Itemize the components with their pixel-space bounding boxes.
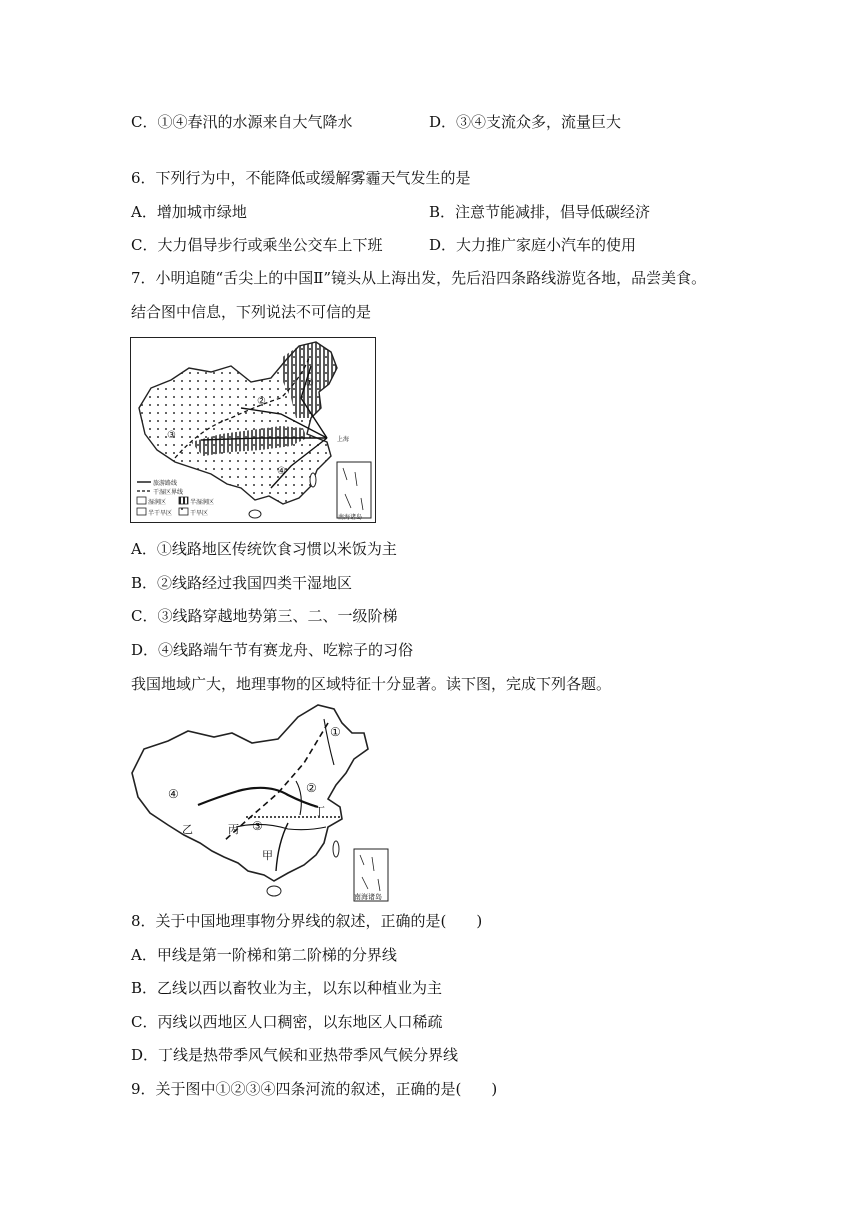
q6-option-b: B．注意节能减排，倡导低碳经济 — [429, 203, 651, 221]
q7-stem-line2: 结合图中信息，下列说法不可信的是 — [131, 303, 372, 321]
q8-option-d: D．丁线是热带季风气候和亚热带季风气候分界线 — [131, 1046, 459, 1064]
q8-option-a: A．甲线是第一阶梯和第二阶梯的分界线 — [131, 946, 397, 964]
legend-humid: 湿润区 — [148, 499, 167, 506]
q7-option-a: A．①线路地区传统饮食习惯以米饭为主 — [131, 540, 397, 558]
legend-semi-humid: 半湿润区 — [190, 499, 215, 506]
line-label-jia: 甲 — [262, 849, 273, 862]
legend-semi-arid: 半干旱区 — [148, 510, 173, 517]
q8-stem: 8．关于中国地理事物分界线的叙述，正确的是( ) — [131, 912, 483, 930]
map2-marker-1: ① — [330, 725, 341, 739]
map2-marker-3: ③ — [252, 819, 263, 833]
section-intro: 我国地域广大，地理事物的区域特征十分显著。读下图，完成下列各题。 — [131, 675, 612, 693]
q6-option-d: D．大力推广家庭小汽车的使用 — [429, 236, 637, 254]
map2-marker-4: ④ — [168, 787, 179, 801]
map2-inset-label: 南海诸岛 — [354, 893, 382, 901]
q9-stem: 9．关于图中①②③④四条河流的叙述，正确的是( ) — [131, 1080, 498, 1098]
legend-route: 旅游路线 — [153, 480, 178, 487]
q5-option-d: D．③④支流众多，流量巨大 — [429, 113, 622, 131]
line-label-yi: 乙 — [182, 823, 193, 836]
q8-option-b: B．乙线以西以畜牧业为主，以东以种植业为主 — [131, 979, 443, 997]
route-marker-2: ② — [257, 396, 266, 407]
route-marker-1: ① — [305, 378, 314, 389]
q7-option-b: B．②线路经过我国四类干湿地区 — [131, 574, 353, 592]
q7-option-c: C．③线路穿越地势第三、二、一级阶梯 — [131, 607, 398, 625]
map2-marker-2: ② — [306, 781, 317, 795]
q6-stem: 6．下列行为中，不能降低或缓解雾霾天气发生的是 — [131, 169, 471, 187]
line-label-bing: 丙 — [228, 823, 239, 836]
q5-option-c: C．①④春汛的水源来自大气降水 — [131, 113, 353, 131]
route-marker-3: ③ — [167, 430, 176, 441]
shanghai-label: 上海 — [337, 436, 350, 443]
q7-option-d: D．④线路端午节有赛龙舟、吃粽子的习俗 — [131, 641, 414, 659]
china-boundary-rivers-map — [128, 703, 392, 903]
legend-arid: 干旱区 — [190, 510, 209, 517]
china-dry-wet-route-map — [130, 337, 376, 523]
q6-option-a: A．增加城市绿地 — [131, 203, 247, 221]
q7-stem-line1: 7．小明追随“舌尖上的中国Ⅱ”镜头从上海出发，先后沿四条路线游览各地，品尝美食。 — [131, 269, 707, 287]
legend-boundary: 干湿区界线 — [153, 489, 184, 496]
q6-option-c: C．大力倡导步行或乘坐公交车上下班 — [131, 236, 383, 254]
line-label-ding: 丁 — [314, 805, 325, 818]
route-marker-4: ④ — [277, 466, 286, 477]
inset-label: 南海诸岛 — [338, 514, 363, 521]
q8-option-c: C．丙线以西地区人口稠密，以东地区人口稀疏 — [131, 1013, 443, 1031]
